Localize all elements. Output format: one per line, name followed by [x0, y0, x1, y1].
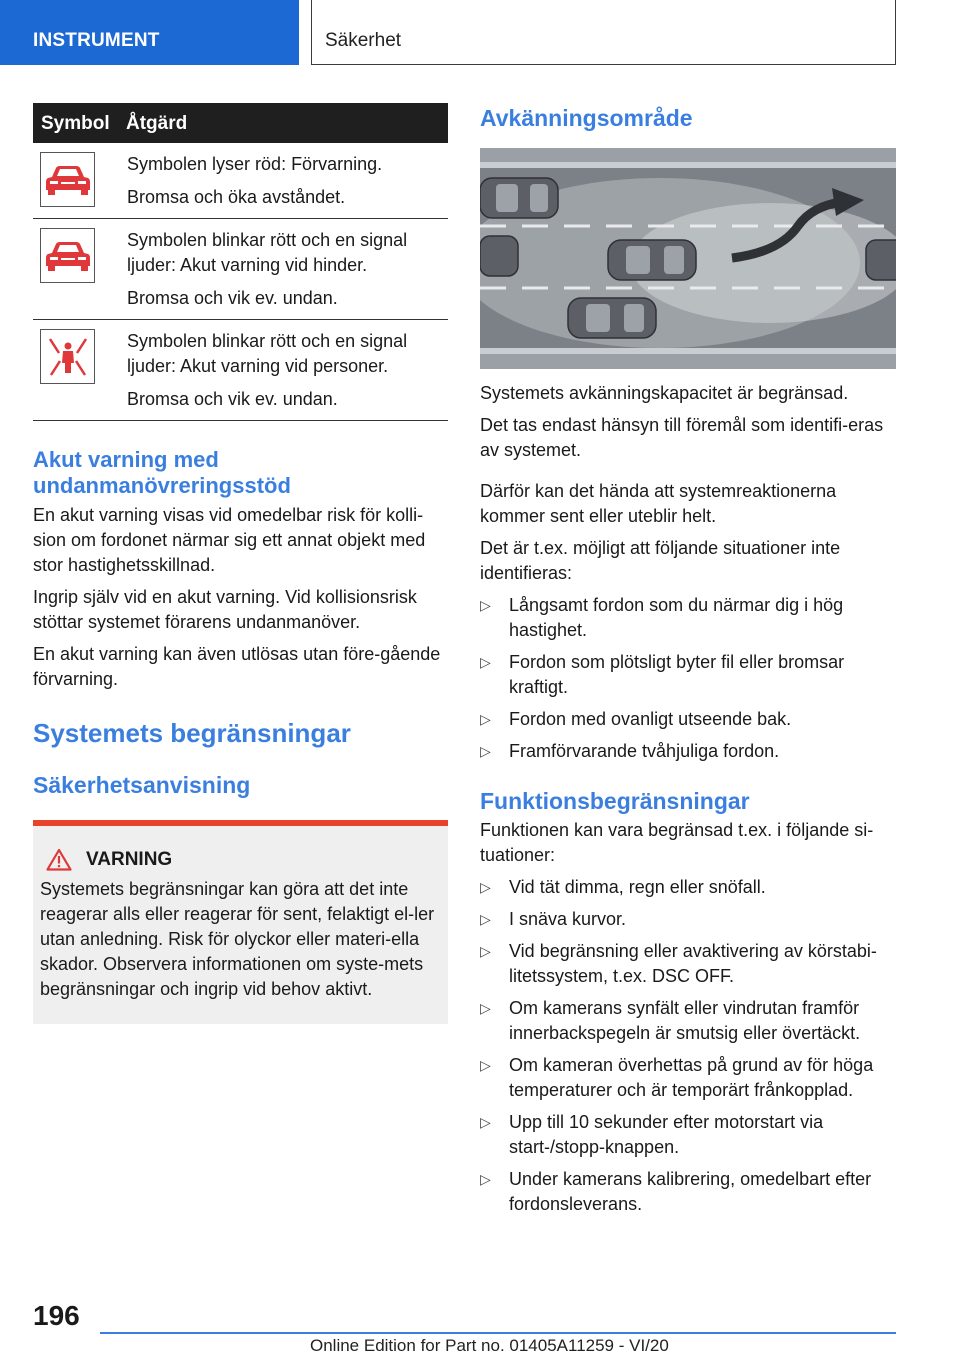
row-1-line-2: Bromsa och öka avståndet. [127, 187, 346, 207]
triangle-bullet-icon: ▷ [480, 1171, 491, 1187]
list-item: ▷ Om kamerans synfält eller vindrutan framför innerbackspegeln är smutsig eller övertäckt. [480, 998, 861, 1043]
sensing-paragraph-3: Därför kan det hända att systemreaktionerna kommer sent eller uteblir helt. [480, 481, 837, 526]
table-header-row [33, 103, 448, 143]
right-column [480, 103, 896, 1217]
triangle-bullet-icon: ▷ [480, 743, 491, 759]
row-1-line-1: Symbolen lyser röd: Förvarning. [127, 154, 383, 174]
section-tab [0, 0, 299, 65]
sensing-heading: Avkänningsområde [480, 105, 693, 131]
list-item: ▷ I snäva kurvor. [480, 907, 896, 932]
left-column [33, 103, 448, 1024]
row-3-line-2: Bromsa och vik ev. undan. [127, 389, 338, 409]
akut-paragraph-3: En akut varning kan även utlösas utan före-gående förvarning. [33, 644, 441, 689]
sensing-paragraph-4: Det är t.ex. möjligt att följande situationer inte identifieras: [480, 538, 841, 583]
sensing-paragraph-2: Det tas endast hänsyn till föremål som identifi-eras av systemet. [480, 415, 884, 460]
list-item: ▷ Vid tät dimma, regn eller snöfall. [480, 875, 896, 900]
list-item: ▷ Upp till 10 sekunder efter motorstart via start-/stopp-knappen. [480, 1112, 824, 1157]
car-front-warning-icon [40, 152, 95, 207]
table-row [33, 143, 448, 219]
col-header-action: Åtgärd [126, 103, 448, 143]
warning-text: Systemets begränsningar kan göra att det inte reagerar alls eller reagerar för sent, felaktigt el-ler utan anledning. Risk för olyckor eller materi-ella skador. Observera informationen om syste-mets begränsningar och ingrip vid behov aktivt. [40, 879, 435, 999]
edition-link[interactable]: Online Edition for Part no. 01405A11259 - VI/20 [310, 1336, 669, 1355]
function-intro: Funktionen kan vara begränsad t.ex. i följande si-tuationer: [480, 820, 874, 865]
limits-heading: Systemets begränsningar [33, 718, 351, 748]
triangle-bullet-icon: ▷ [480, 597, 491, 613]
function-list [480, 875, 896, 1217]
warning-title: VARNING [86, 848, 173, 870]
warning-box [33, 820, 448, 1024]
section-title: INSTRUMENT [33, 30, 160, 51]
triangle-bullet-icon: ▷ [480, 654, 491, 670]
table-row [33, 320, 448, 421]
symbol-table [33, 103, 448, 421]
sensing-list [480, 593, 896, 764]
safety-subheading: Säkerhetsanvisning [33, 772, 251, 798]
list-item: ▷ Under kamerans kalibrering, omedelbart efter fordonsleverans. [480, 1169, 872, 1214]
list-item: ▷ Fordon som plötsligt byter fil eller bromsar kraftigt. [480, 652, 845, 697]
triangle-bullet-icon: ▷ [480, 943, 491, 959]
triangle-bullet-icon: ▷ [480, 911, 491, 927]
col-header-symbol: Symbol [33, 103, 126, 143]
table-row [33, 219, 448, 320]
car-front-warning-icon [40, 228, 95, 283]
akut-paragraph-1: En akut varning visas vid omedelbar risk för kolli-sion om fordonet närmar sig ett annat objekt med stor hastighetsskillnad. [33, 505, 426, 575]
list-item: ▷ Vid begränsning eller avaktivering av körstabi-litetssystem, t.ex. DSC OFF. [480, 941, 877, 986]
sensing-paragraph-1: Systemets avkänningskapacitet är begränsad. [480, 383, 849, 403]
triangle-bullet-icon: ▷ [480, 1057, 491, 1073]
triangle-bullet-icon: ▷ [480, 1114, 491, 1130]
akut-heading: Akut varning med undanmanövreringsstöd [33, 447, 291, 498]
row-3-line-1: Symbolen blinkar rött och en signal ljuder: Akut varning vid personer. [127, 331, 408, 376]
sensing-area-illustration [480, 148, 896, 369]
chapter-tab [311, 0, 896, 65]
warning-triangle-icon [46, 848, 72, 871]
footer-divider [100, 1332, 896, 1334]
row-2-line-1: Symbolen blinkar rött och en signal ljuder: Akut varning vid hinder. [127, 230, 408, 275]
pedestrian-warning-icon [40, 329, 95, 384]
chapter-title: Säkerhet [325, 30, 402, 51]
triangle-bullet-icon: ▷ [480, 879, 491, 895]
page-number: 196 [33, 1300, 80, 1331]
function-heading: Funktionsbegränsningar [480, 788, 750, 814]
akut-paragraph-2: Ingrip själv vid en akut varning. Vid kollisionsrisk stöttar systemet förarens undanmanöver. [33, 587, 417, 632]
triangle-bullet-icon: ▷ [480, 711, 491, 727]
list-item: ▷ Framförvarande tvåhjuliga fordon. [480, 739, 896, 764]
list-item: ▷ Fordon med ovanligt utseende bak. [480, 707, 896, 732]
list-item: ▷ Om kameran överhettas på grund av för höga temperaturer och är temporärt frånkopplad. [480, 1055, 874, 1100]
triangle-bullet-icon: ▷ [480, 1000, 491, 1016]
row-2-line-2: Bromsa och vik ev. undan. [127, 288, 338, 308]
list-item: ▷ Långsamt fordon som du närmar dig i hög hastighet. [480, 595, 844, 640]
